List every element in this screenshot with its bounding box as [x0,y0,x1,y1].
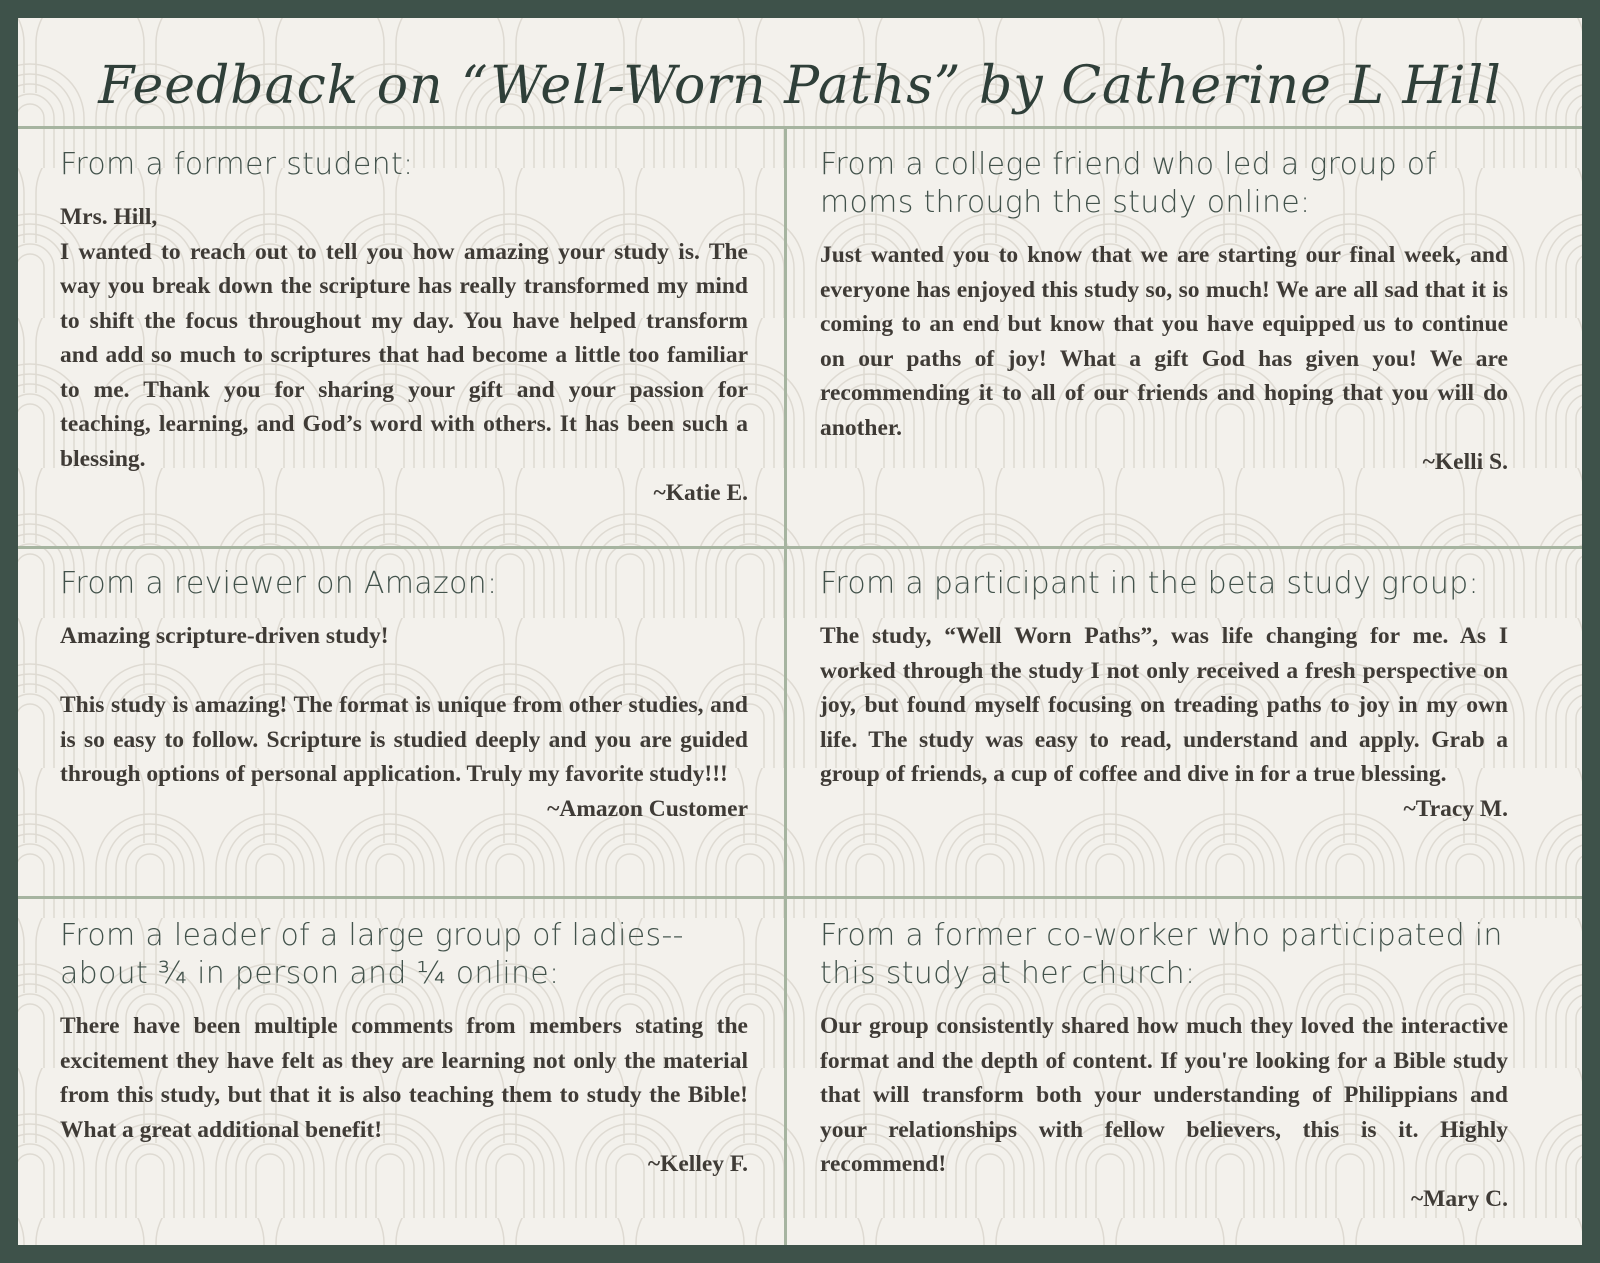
grid-divider-middle-1 [18,546,1582,549]
testimonial-body [820,619,1508,792]
grid-divider-top [18,126,1582,129]
testimonial-heading: From a former co-worker who participated in this study at her church: [820,918,1503,991]
testimonial-signature: ~Mary C. [1410,1185,1508,1212]
testimonial-text: Just wanted you to know that we are starting our final week, and everyone has enjoyed this study so, so much! We are all sad that it is coming to an end but know that you have equipped us to continue on our paths of joy! What a gift God has given you! We are recommending it to all of our friends and hoping that you will do another. [820,242,1508,441]
grid-divider-middle-2 [18,896,1582,899]
testimonial-signature: ~Amazon Customer [547,795,748,822]
feedback-card [18,18,1582,1245]
testimonial-amazon-reviewer [60,565,748,826]
testimonial-body [820,238,1508,445]
testimonial-text: I wanted to reach out to tell you how amazing your study is. The way you break down the scripture has really transformed my mind to shift the focus throughout my day. You have helped transform and add so much to scriptures that had become a little too familiar to me. Thank you for sharing your gift and your passion for teaching, learning, and God’s word with others. It has been such a blessing. [60,238,748,472]
testimonial-beta-participant [820,565,1508,826]
testimonial-text: The study, “Well Worn Paths”, was life changing for me. As I worked through the study I not only received a fresh perspective on joy, but found myself focusing on treading paths to joy in my own life. The study was easy to read, understand and apply. Grab a group of friends, a cup of coffee and dive in for a true blessing. [820,623,1508,787]
testimonial-body [60,200,748,476]
paragraph-gap [60,654,748,689]
testimonial-college-friend [820,146,1508,480]
testimonial-body [60,619,748,792]
testimonial-heading: From a college friend who led a group of moms through the study online: [820,147,1437,220]
testimonial-heading: From a former student: [60,147,414,182]
grid-divider-vertical [784,126,787,1245]
testimonial-text: There have been multiple comments from members stating the excitement they have felt as they are learning not only the material from this study, but that it is also teaching them to study the Bible! What a great additional benefit! [60,1013,748,1143]
testimonial-former-student [60,146,748,511]
testimonial-signature: ~Kelli S. [1422,449,1508,475]
testimonial-group-leader [60,917,748,1182]
testimonial-text: This study is amazing! The format is unique from other studies, and is so easy to follow. Scripture is studied deeply and you are guided through options of personal application. Truly my favorite study!!! [60,692,748,787]
testimonial-text: Our group consistently shared how much they loved the interactive format and the depth of content. If you're looking for a Bible study that will transform both your understanding of Philippians and your relationships with fellow believers, this is it. Highly recommend! [820,1013,1508,1177]
testimonial-heading: From a leader of a large group of ladies--about ¾ in person and ¼ online: [60,918,684,991]
testimonial-greeting: Mrs. Hill, [60,204,158,230]
testimonial-greeting: Amazing scripture-driven study! [60,623,389,649]
testimonial-heading: From a reviewer on Amazon: [60,566,498,601]
testimonial-former-coworker [820,917,1508,1216]
testimonial-body [60,1009,748,1147]
testimonial-body [820,1009,1508,1182]
testimonial-signature: ~Tracy M. [1403,795,1508,822]
testimonial-signature: ~Kelley F. [647,1151,748,1177]
testimonial-heading: From a participant in the beta study group: [820,566,1479,601]
testimonial-signature: ~Katie E. [653,480,748,506]
page-title: Feedback on “Well-Worn Paths” by Catherine L Hill [98,56,1502,116]
